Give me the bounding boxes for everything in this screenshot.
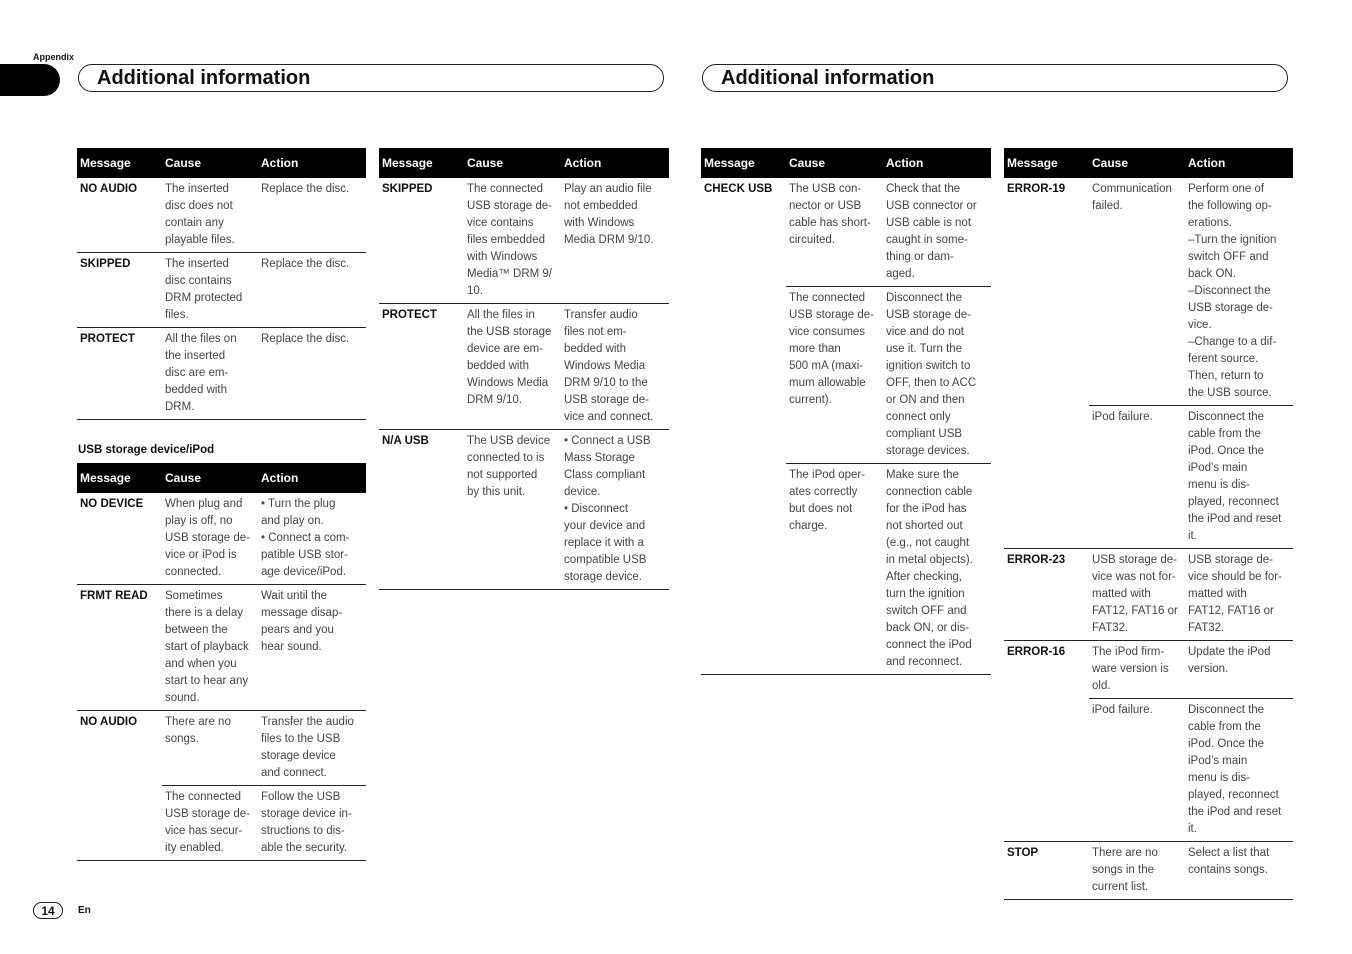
cell-cause: USB storage de- vice was not for- matted with FAT12, FAT16 or FAT32. xyxy=(1089,549,1185,641)
cell-cause: The connected USB storage de- vice contains files embedded with Windows Media™ DRM 9/ 10. xyxy=(464,178,561,304)
cell-message: STOP xyxy=(1004,842,1089,900)
table-row xyxy=(1004,699,1293,842)
cell-action: Play an audio file not embedded with Windows Media DRM 9/10. xyxy=(561,178,669,304)
cell-message: PROTECT xyxy=(77,328,162,420)
table-row xyxy=(77,253,366,328)
cell-message: NO AUDIO xyxy=(77,178,162,253)
table-row xyxy=(77,585,366,711)
cell-action: Replace the disc. xyxy=(258,178,366,253)
table-row xyxy=(1004,178,1293,406)
column-header-message: Message xyxy=(379,148,464,178)
check-usb-messages-table xyxy=(701,148,991,675)
cell-cause: All the files in the USB storage device are em- bedded with Windows Media DRM 9/10. xyxy=(464,304,561,430)
table-row xyxy=(77,328,366,420)
column-header-cause: Cause xyxy=(162,463,258,493)
cell-message xyxy=(1004,406,1089,549)
table-row xyxy=(77,493,366,585)
cell-message: NO DEVICE xyxy=(77,493,162,585)
column-header-message: Message xyxy=(77,148,162,178)
cell-action: Transfer the audio files to the USB storage device and connect. xyxy=(258,711,366,786)
table-row xyxy=(1004,549,1293,641)
cell-action: Disconnect the USB storage de- vice and do not use it. Turn the ignition switch to OFF, then to ACC or ON and then connect only compliant USB storage devices. xyxy=(883,287,991,464)
cell-cause: There are no songs in the current list. xyxy=(1089,842,1185,900)
usb-messages-table xyxy=(77,463,366,861)
cell-message: SKIPPED xyxy=(77,253,162,328)
column-header-action: Action xyxy=(258,148,366,178)
cell-action: Disconnect the cable from the iPod. Once the iPod’s main menu is dis- played, reconnect the iPod and reset it. xyxy=(1185,699,1293,842)
cell-message: ERROR-19 xyxy=(1007,183,1066,195)
cell-action: Disconnect the cable from the iPod. Once the iPod’s main menu is dis- played, reconnect the iPod and reset it. xyxy=(1185,406,1293,549)
error-messages-table xyxy=(1004,148,1293,900)
column-header-cause: Cause xyxy=(786,148,883,178)
cell-cause: Communication failed. xyxy=(1089,178,1185,406)
cell-message: NO AUDIO xyxy=(80,716,138,728)
column-header-action: Action xyxy=(883,148,991,178)
table-row xyxy=(379,430,669,590)
cell-action: Follow the USB storage device in- structions to dis- able the security. xyxy=(258,786,366,861)
table-row xyxy=(77,178,366,253)
cell-message xyxy=(77,786,162,861)
section-heading-usb: USB storage device/iPod xyxy=(78,444,215,456)
table-row xyxy=(1004,641,1293,699)
table-row xyxy=(379,304,669,430)
cell-message xyxy=(701,464,786,675)
column-header-message: Message xyxy=(77,463,162,493)
cell-cause: The connected USB storage de- vice consumes more than 500 mA (maxi- mum allowable current). xyxy=(786,287,883,464)
cell-action: • Turn the plug and play on. • Connect a com- patible USB stor- age device/iPod. xyxy=(258,493,366,585)
cell-cause: The inserted disc does not contain any playable files. xyxy=(162,178,258,253)
cell-cause: There are no songs. xyxy=(162,711,258,786)
page-number: 14 xyxy=(33,902,63,919)
cell-cause: When plug and play is off, no USB storage de- vice or iPod is connected. xyxy=(162,493,258,585)
cell-message: FRMT READ xyxy=(77,585,162,711)
cell-cause: The USB con- nector or USB cable has short- circuited. xyxy=(786,178,883,287)
cell-action: USB storage de- vice should be for- matted with FAT12, FAT16 or FAT32. xyxy=(1185,549,1293,641)
cell-cause: The iPod firm- ware version is old. xyxy=(1089,641,1185,699)
cell-cause: The connected USB storage de- vice has secur- ity enabled. xyxy=(162,786,258,861)
column-header-cause: Cause xyxy=(464,148,561,178)
cell-cause: The iPod oper- ates correctly but does not charge. xyxy=(786,464,883,675)
cell-message: ERROR-23 xyxy=(1004,549,1089,641)
cell-message xyxy=(701,287,786,464)
page-title-right xyxy=(702,64,1288,92)
column-header-cause: Cause xyxy=(1089,148,1185,178)
column-header-action: Action xyxy=(1185,148,1293,178)
column-header-action: Action xyxy=(258,463,366,493)
table-row xyxy=(77,786,366,861)
cell-cause: Sometimes there is a delay between the start of playback and when you start to hear any sound. xyxy=(162,585,258,711)
drm-messages-table xyxy=(379,148,669,590)
cell-action: Replace the disc. xyxy=(258,253,366,328)
table-row xyxy=(701,464,991,675)
column-header-message: Message xyxy=(701,148,786,178)
cell-action: • Connect a USB Mass Storage Class compliant device. • Disconnect your device and replace it with a compatible USB storage device. xyxy=(561,430,669,590)
cell-action: Perform one of the following op- erations. –Turn the ignition switch OFF and back ON. –Disconnect the USB storage de- vice. –Change to a dif- ferent source. Then, return to the USB source. xyxy=(1185,178,1293,406)
cell-action: Update the iPod version. xyxy=(1185,641,1293,699)
page-title-left xyxy=(78,64,664,92)
cell-action: Replace the disc. xyxy=(258,328,366,420)
table-row xyxy=(1004,842,1293,900)
table-row xyxy=(379,178,669,304)
cell-action: Select a list that contains songs. xyxy=(1185,842,1293,900)
appendix-label: Appendix xyxy=(33,52,75,62)
cell-message: CHECK USB xyxy=(704,183,773,195)
table-row xyxy=(701,178,991,287)
cell-message: PROTECT xyxy=(379,304,464,430)
column-header-action: Action xyxy=(561,148,669,178)
cell-message: ERROR-16 xyxy=(1007,646,1066,658)
cell-cause: The inserted disc contains DRM protected files. xyxy=(162,253,258,328)
page-title-right-text: Additional information xyxy=(721,67,935,89)
cell-message: SKIPPED xyxy=(379,178,464,304)
cell-action: Check that the USB connector or USB cable is not caught in some- thing or dam- aged. xyxy=(883,178,991,287)
cell-action: Wait until the message disap- pears and you hear sound. xyxy=(258,585,366,711)
disc-messages-table xyxy=(77,148,366,420)
cell-cause: iPod failure. xyxy=(1089,699,1185,842)
table-row xyxy=(701,287,991,464)
language-code: En xyxy=(78,905,91,916)
column-header-cause: Cause xyxy=(162,148,258,178)
column-header-message: Message xyxy=(1004,148,1089,178)
cell-cause: All the files on the inserted disc are em- bedded with DRM. xyxy=(162,328,258,420)
table-row xyxy=(77,711,366,786)
table-row xyxy=(1004,406,1293,549)
page-title-left-text: Additional information xyxy=(97,67,311,89)
cell-message xyxy=(1004,699,1089,842)
cell-action: Transfer audio files not em- bedded with Windows Media DRM 9/10 to the USB storage de- vice and connect. xyxy=(561,304,669,430)
cell-action: Make sure the connection cable for the iPod has not shorted out (e.g., not caught in metal objects). After checking, turn the ignition switch OFF and back ON, or dis- connect the iPod and reconnect. xyxy=(883,464,991,675)
section-tab-marker xyxy=(0,64,60,96)
cell-cause: iPod failure. xyxy=(1089,406,1185,549)
cell-message: N/A USB xyxy=(379,430,464,590)
cell-cause: The USB device connected to is not supported by this unit. xyxy=(464,430,561,590)
